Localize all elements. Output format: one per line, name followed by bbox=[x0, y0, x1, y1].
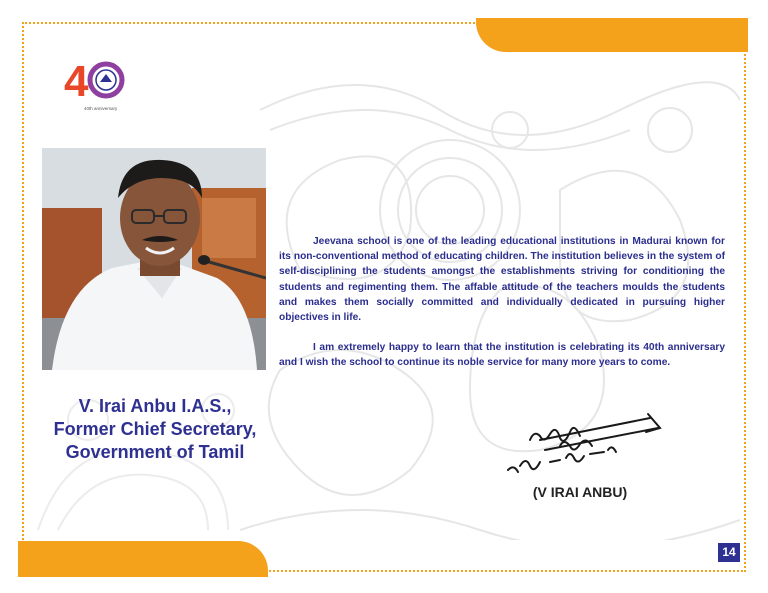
message-text bbox=[279, 234, 725, 386]
signatory-name: (V IRAI ANBU) bbox=[532, 484, 628, 500]
message-paragraph-1: Jeevana school is one of the leading educational institutions in Madurai known for its non-conventional method of educating children. The institution believes in the system of self-disciplining the students amongst the establishments striving for conditioning the students and regimenting them. The affable attitude of the teachers moulds the students and makes them socially committed and individually dedicated in pursuing higher objectives in life. bbox=[279, 236, 725, 324]
top-orange-tab bbox=[476, 18, 748, 52]
anniversary-logo bbox=[62, 52, 126, 114]
handwritten-signature bbox=[500, 410, 665, 480]
person-name-block bbox=[40, 395, 270, 464]
portrait-photo bbox=[42, 148, 266, 370]
person-organization: Government of Tamil bbox=[65, 442, 245, 462]
logo-caption: 40th anniversary bbox=[84, 106, 118, 111]
bottom-orange-tab bbox=[18, 541, 268, 577]
person-title: Former Chief Secretary, bbox=[53, 419, 257, 439]
person-name: V. Irai Anbu I.A.S., bbox=[78, 396, 232, 416]
logo-digit-4: 4 bbox=[64, 57, 89, 106]
message-paragraph-2: I am extremely happy to learn that the institution is celebrating its 40th anniversary and I wish the school to continue its noble service for many more years to come. bbox=[279, 342, 725, 369]
logo-digit-0: 0 bbox=[102, 100, 103, 101]
page-number: 14 bbox=[718, 543, 740, 562]
